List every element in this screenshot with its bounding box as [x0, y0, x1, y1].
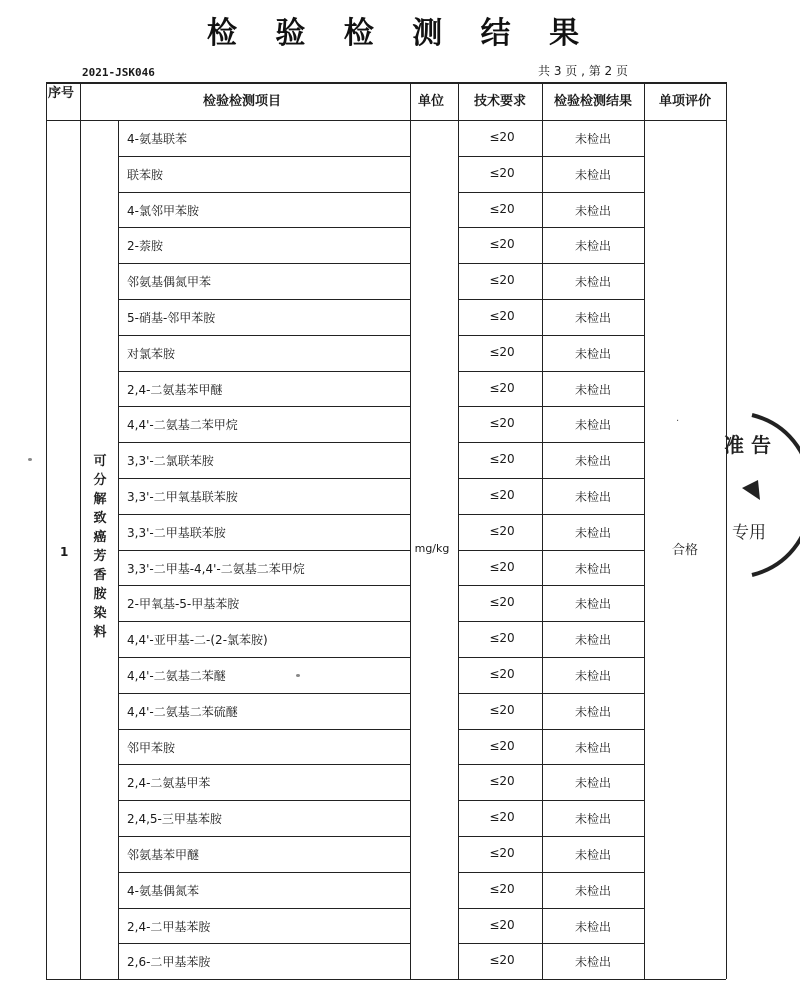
- report-title: 检 验 检 测 结 果: [206, 16, 594, 51]
- horizontal-rule: [458, 908, 644, 909]
- result-value: 未检出: [574, 275, 611, 290]
- item-name: 4-氨基偶氮苯: [127, 883, 199, 898]
- horizontal-rule: [118, 335, 410, 336]
- result-value: 未检出: [574, 131, 611, 146]
- item-name: 3,3'-二甲氧基联苯胺: [127, 489, 238, 504]
- item-name: 2,6-二甲基苯胺: [127, 955, 211, 970]
- item-name: 2-萘胺: [127, 239, 163, 254]
- result-value: 未检出: [574, 310, 611, 325]
- horizontal-rule: [46, 82, 726, 84]
- requirement-value: ≤20: [489, 487, 515, 502]
- item-name: 3,3'-二甲基-4,4'-二氨基二苯甲烷: [127, 561, 305, 576]
- result-value: 未检出: [574, 847, 611, 862]
- item-name: 邻氨基苯甲醚: [127, 847, 200, 862]
- horizontal-rule: [118, 764, 410, 765]
- horizontal-rule: [458, 872, 644, 873]
- horizontal-rule: [458, 299, 644, 300]
- horizontal-rule: [118, 299, 410, 300]
- requirement-value: ≤20: [489, 201, 515, 216]
- requirement-value: ≤20: [489, 273, 515, 288]
- item-name: 对氯苯胺: [127, 346, 176, 361]
- horizontal-rule: [118, 550, 410, 551]
- result-value: 未检出: [574, 740, 611, 755]
- horizontal-rule: [118, 729, 410, 730]
- requirement-value: ≤20: [489, 165, 515, 180]
- vertical-rule: [458, 82, 459, 979]
- horizontal-rule: [118, 514, 410, 515]
- horizontal-rule: [458, 943, 644, 944]
- requirement-value: ≤20: [489, 452, 515, 467]
- item-name: 5-硝基-邻甲苯胺: [127, 310, 216, 325]
- vertical-rule: [410, 82, 411, 979]
- requirement-value: ≤20: [489, 810, 515, 825]
- item-name: 邻氨基偶氮甲苯: [127, 275, 212, 290]
- requirement-value: ≤20: [489, 702, 515, 717]
- requirement-value: ≤20: [489, 845, 515, 860]
- item-name: 4,4'-二氨基二苯醚: [127, 668, 226, 683]
- horizontal-rule: [46, 120, 726, 121]
- scan-mark: ·: [676, 416, 680, 427]
- horizontal-rule: [458, 585, 644, 586]
- verdict-value: 合格: [671, 543, 698, 558]
- horizontal-rule: [118, 263, 410, 264]
- requirement-value: ≤20: [489, 917, 515, 932]
- result-value: 未检出: [574, 382, 611, 397]
- result-value: 未检出: [574, 167, 611, 182]
- vertical-rule: [542, 82, 543, 979]
- horizontal-rule: [118, 192, 410, 193]
- requirement-value: ≤20: [489, 416, 515, 431]
- item-name: 2,4,5-三甲基苯胺: [127, 812, 222, 827]
- report-code: 2021-JSK046: [82, 66, 155, 79]
- vertical-rule: [644, 82, 645, 979]
- result-value: 未检出: [574, 418, 611, 433]
- horizontal-rule: [118, 406, 410, 407]
- result-value: 未检出: [574, 203, 611, 218]
- horizontal-rule: [118, 442, 410, 443]
- horizontal-rule: [458, 621, 644, 622]
- item-name: 3,3'-二氯联苯胺: [127, 454, 214, 469]
- result-value: 未检出: [574, 525, 611, 540]
- result-value: 未检出: [574, 883, 611, 898]
- horizontal-rule: [118, 227, 410, 228]
- requirement-value: ≤20: [489, 666, 515, 681]
- horizontal-rule: [458, 263, 644, 264]
- requirement-value: ≤20: [489, 344, 515, 359]
- result-value: 未检出: [574, 633, 611, 648]
- horizontal-rule: [458, 406, 644, 407]
- horizontal-rule: [458, 227, 644, 228]
- horizontal-rule: [458, 371, 644, 372]
- horizontal-rule: [118, 908, 410, 909]
- header-seq: 序号: [47, 86, 74, 101]
- result-value: 未检出: [574, 668, 611, 683]
- header-item: 检验检测项目: [202, 94, 281, 109]
- horizontal-rule: [118, 872, 410, 873]
- result-value: 未检出: [574, 489, 611, 504]
- result-value: 未检出: [574, 955, 611, 970]
- horizontal-rule: [458, 836, 644, 837]
- requirement-value: ≤20: [489, 631, 515, 646]
- horizontal-rule: [458, 514, 644, 515]
- requirement-value: ≤20: [489, 380, 515, 395]
- header-result: 检验检测结果: [553, 94, 632, 109]
- requirement-value: ≤20: [489, 308, 515, 323]
- horizontal-rule: [118, 693, 410, 694]
- requirement-value: ≤20: [489, 774, 515, 789]
- result-value: 未检出: [574, 239, 611, 254]
- horizontal-rule: [118, 371, 410, 372]
- horizontal-rule: [458, 729, 644, 730]
- requirement-value: ≤20: [489, 881, 515, 896]
- item-name: 3,3'-二甲基联苯胺: [127, 525, 226, 540]
- horizontal-rule: [118, 585, 410, 586]
- category-label: 可分解致癌芳香胺染料: [93, 454, 107, 640]
- horizontal-rule: [458, 192, 644, 193]
- item-name: 4,4'-二氨基二苯硫醚: [127, 704, 238, 719]
- item-name: 2,4-二氨基苯甲醚: [127, 382, 223, 397]
- header-unit: 单位: [417, 94, 444, 109]
- result-value: 未检出: [574, 454, 611, 469]
- horizontal-rule: [458, 335, 644, 336]
- vertical-rule: [80, 82, 81, 979]
- result-value: 未检出: [574, 561, 611, 576]
- vertical-rule: [118, 120, 119, 979]
- horizontal-rule: [458, 657, 644, 658]
- requirement-value: ≤20: [489, 595, 515, 610]
- horizontal-rule: [458, 693, 644, 694]
- scan-speck: [296, 674, 300, 677]
- item-name: 4-氯邻甲苯胺: [127, 203, 199, 218]
- horizontal-rule: [458, 156, 644, 157]
- horizontal-rule: [458, 550, 644, 551]
- item-name: 2-甲氧基-5-甲基苯胺: [127, 597, 240, 612]
- requirement-value: ≤20: [489, 738, 515, 753]
- seal-stamp: [722, 410, 800, 580]
- item-name: 2,4-二氨基甲苯: [127, 776, 211, 791]
- unit-value: mg/kg: [414, 542, 450, 555]
- group-seq: 1: [60, 545, 69, 559]
- result-value: 未检出: [574, 704, 611, 719]
- result-value: 未检出: [574, 346, 611, 361]
- stamp-text-top: 准 告: [724, 433, 771, 457]
- item-name: 4,4'-亚甲基-二-(2-氯苯胺): [127, 633, 268, 648]
- header-verdict: 单项评价: [658, 94, 711, 109]
- horizontal-rule: [118, 478, 410, 479]
- item-name: 4-氨基联苯: [127, 131, 187, 146]
- item-name: 邻甲苯胺: [127, 740, 176, 755]
- result-value: 未检出: [574, 812, 611, 827]
- horizontal-rule: [118, 657, 410, 658]
- horizontal-rule: [458, 478, 644, 479]
- vertical-rule: [46, 82, 47, 979]
- item-name: 4,4'-二氨基二苯甲烷: [127, 418, 238, 433]
- horizontal-rule: [458, 764, 644, 765]
- requirement-value: ≤20: [489, 237, 515, 252]
- horizontal-rule: [118, 800, 410, 801]
- horizontal-rule: [458, 442, 644, 443]
- page-info: 共 3 页 , 第 2 页: [538, 64, 628, 78]
- horizontal-rule: [458, 800, 644, 801]
- scan-speck: [28, 458, 32, 461]
- item-name: 联苯胺: [127, 167, 164, 182]
- horizontal-rule: [118, 943, 410, 944]
- horizontal-rule: [118, 621, 410, 622]
- horizontal-rule: [118, 156, 410, 157]
- result-value: 未检出: [574, 597, 611, 612]
- requirement-value: ≤20: [489, 953, 515, 968]
- horizontal-rule: [46, 979, 726, 980]
- requirement-value: ≤20: [489, 129, 515, 144]
- header-requirement: 技术要求: [473, 94, 526, 109]
- requirement-value: ≤20: [489, 523, 515, 538]
- result-value: 未检出: [574, 919, 611, 934]
- horizontal-rule: [118, 836, 410, 837]
- stamp-text-bottom: 专用: [732, 523, 766, 543]
- item-name: 2,4-二甲基苯胺: [127, 919, 211, 934]
- result-value: 未检出: [574, 776, 611, 791]
- requirement-value: ≤20: [489, 559, 515, 574]
